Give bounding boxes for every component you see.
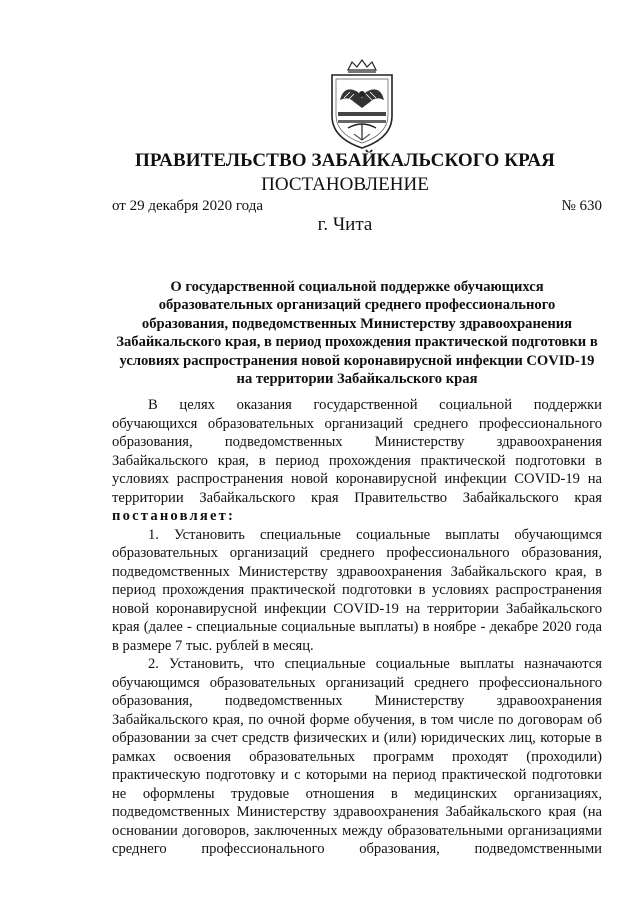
paragraph2-line: подведомственных Министерству здравоохранения Забайкальского края (на (112, 804, 602, 820)
decree-word: постановляет: (112, 508, 236, 524)
title-line: О государственной социальной поддержке обучающихся (170, 279, 544, 295)
preamble-line: обучающихся образовательных организаций среднего профессионального (112, 415, 602, 432)
document-type: ПОСТАНОВЛЕНИЕ (261, 174, 429, 195)
document-city: г. Чита (317, 214, 373, 235)
preamble-line: образования, подведомственных Министерству здравоохранения (112, 434, 602, 450)
preamble-line: территории Забайкальского края Правительство Забайкальского края (112, 489, 602, 506)
title-line: на территории Забайкальского края (236, 371, 478, 388)
paragraph1-line: в размере 7 тыс. рублей в месяц. (112, 637, 314, 654)
title-line: образовательных организаций среднего профессионального (158, 297, 556, 314)
paragraph2-line: образования, подведомственных Министерству здравоохранения (112, 693, 602, 709)
document-number: № 630 (561, 198, 602, 214)
paragraph1-line: подведомственных Министерству здравоохранения Забайкальского края, в (112, 563, 602, 580)
document-title (112, 278, 602, 388)
paragraph1-line: 1. Установить специальные социальные выплаты обучающимся (148, 526, 602, 543)
title-line: Забайкальского края, в период прохождения практической подготовки в (116, 334, 598, 351)
paragraph2-line: обучающимся образовательных организаций среднего профессионального (112, 674, 602, 691)
paragraph1-line: новой коронавирусной инфекции COVID-19 на территории Забайкальского (112, 600, 602, 617)
paragraph1-line: края (далее - специальные социальные выплаты) в ноябре - декабре 2020 года (112, 619, 602, 635)
paragraph2-line: образовании за счет средств физических и (или) юридических лиц, которые в (112, 730, 602, 746)
paragraph2-line: практическую подготовку и с которыми на период практической подготовки (112, 767, 602, 783)
paragraph2-line: 2. Установить, что специальные социальные выплаты назначаются (148, 656, 602, 672)
paragraph1-line: образовательных организаций среднего профессионального образования, (112, 545, 602, 561)
paragraph2-line: рамках освоения образовательных программ проходят (проходили) (112, 748, 602, 765)
preamble-line: условиях распространения новой коронавирусной инфекции COVID-19 на (112, 471, 602, 487)
title-line: образования, подведомственных Министерству здравоохранения (141, 315, 573, 332)
preamble-line: В целях оказания государственной социальной поддержки (148, 397, 602, 413)
paragraph2-line: основании договоров, заключенных между образовательными организациями (112, 822, 602, 839)
paragraph2-line: Забайкальского края, по очной форме обучения, в том числе по договорам об (112, 711, 602, 728)
paragraph2-line: не оформлены трудовые отношения в медицинских организациях, (112, 785, 602, 802)
document-date: от 29 декабря 2020 года (112, 198, 264, 214)
paragraph2-line: среднего профессионального образования, подведомственными (112, 841, 602, 857)
preamble-line: Забайкальского края, в период прохождения практической подготовки в (112, 452, 602, 469)
document-body (112, 396, 602, 859)
organization-name: ПРАВИТЕЛЬСТВО ЗАБАЙКАЛЬСКОГО КРАЯ (134, 150, 555, 171)
coat-of-arms-icon (326, 58, 398, 150)
paragraph1-line: период прохождения практической подготовки в условиях распространения (112, 582, 602, 598)
title-line: условиях распространения новой коронавирусной инфекции COVID-19 (119, 352, 595, 369)
